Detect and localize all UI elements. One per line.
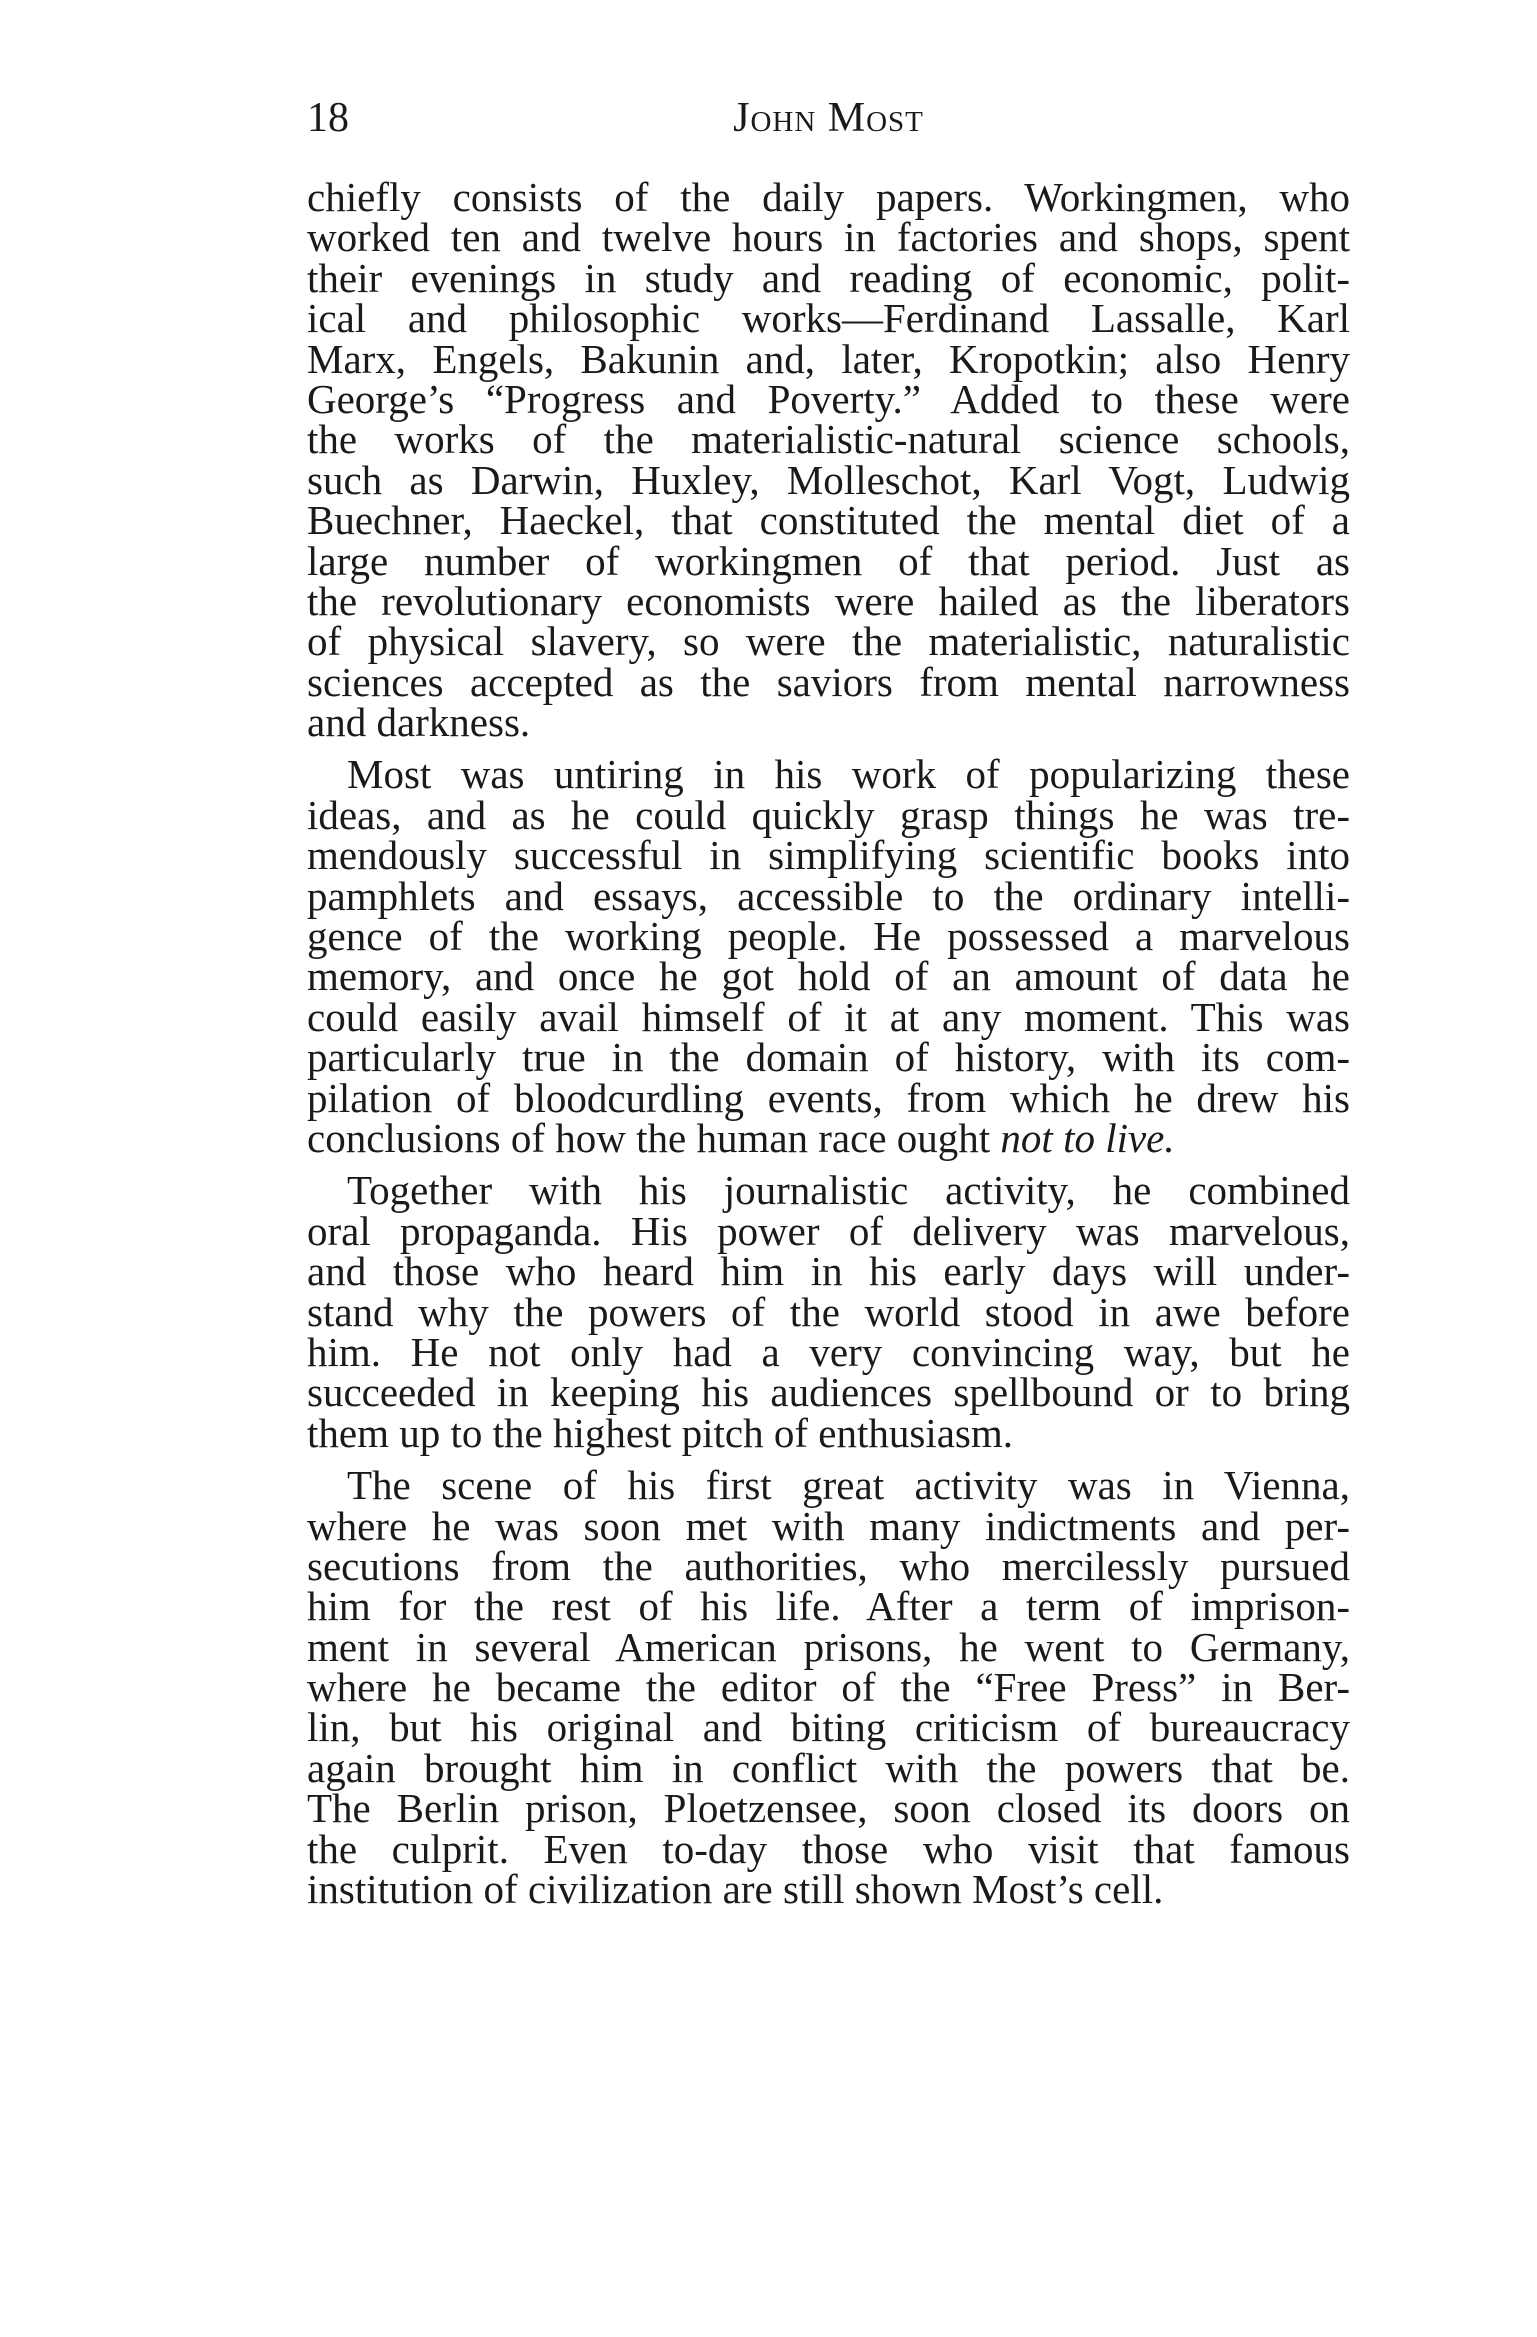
text-line: institution of civilization are still shown Most’s cell. (307, 1866, 1164, 1913)
text-line: chiefly consists of the daily papers. Workingmen, who (307, 174, 1350, 220)
text-line: succeeded in keeping his audiences spellbound or to bring (307, 1369, 1350, 1416)
text-line: Together with his journalistic activity, he combined (347, 1167, 1350, 1214)
text-line: George’s “Progress and Poverty.” Added to these were (307, 375, 1350, 422)
text-line: him. He not only had a very convincing way, but he (307, 1328, 1350, 1375)
text-line: the culprit. Even to-day those who visit that famous (307, 1825, 1350, 1872)
text-line: him for the rest of his life. After a term of imprison- (307, 1583, 1350, 1630)
text-line: worked ten and twelve hours in factories and shops, spent (307, 214, 1350, 261)
text-line: Marx, Engels, Bakunin and, later, Kropotkin; also Henry (307, 335, 1350, 382)
text-line: and those who heard him in his early days will under- (307, 1248, 1350, 1295)
paragraph-2 (307, 751, 1350, 1161)
paragraph-3 (307, 1167, 1350, 1456)
text-line: pamphlets and essays, accessible to the ordinary intelli- (307, 872, 1350, 919)
text-line: where he became the editor of the “Free Press” in Ber- (307, 1664, 1350, 1711)
text-line: sciences accepted as the saviors from mental narrowness (307, 658, 1350, 705)
text-line: and darkness. (307, 699, 531, 746)
body-text (307, 174, 1350, 1913)
running-head (307, 88, 1350, 148)
running-title: John Most (733, 95, 924, 141)
text-line: such as Darwin, Huxley, Molleschot, Karl Vogt, Ludwig (307, 456, 1350, 503)
paragraph-1 (307, 174, 1350, 746)
text-line: pilation of bloodcurdling events, from which he drew his (307, 1074, 1350, 1121)
text-line: of physical slavery, so were the materialistic, naturalistic (307, 618, 1350, 665)
page-number: 18 (307, 95, 349, 141)
text-line: The Berlin prison, Ploetzensee, soon closed its doors on (307, 1785, 1350, 1832)
text-line: oral propaganda. His power of delivery was marvelous, (307, 1207, 1350, 1254)
text-line: the revolutionary economists were hailed as the liberators (307, 577, 1350, 624)
paragraph-4 (307, 1462, 1350, 1913)
text-line: The scene of his first great activity was in Vienna, (347, 1462, 1350, 1509)
text-line: them up to the highest pitch of enthusiasm. (307, 1409, 1014, 1456)
text-line: Most was untiring in his work of popularizing these (347, 751, 1350, 798)
text-line: ment in several American prisons, he went to Germany, (307, 1623, 1350, 1670)
text-line: where he was soon met with many indictments and per- (307, 1502, 1350, 1549)
text-line: their evenings in study and reading of economic, polit- (307, 254, 1350, 301)
text-line: Buechner, Haeckel, that constituted the mental diet of a (307, 497, 1350, 544)
text-line: again brought him in conflict with the powers that be. (307, 1744, 1350, 1791)
text-line: secutions from the authorities, who mercilessly pursued (307, 1542, 1350, 1589)
text-line: ical and philosophic works—Ferdinand Lassalle, Karl (307, 295, 1350, 342)
italic-emphasis: not to live. (1000, 1114, 1175, 1161)
text-line: mendously successful in simplifying scientific books into (307, 832, 1350, 879)
text-line-roman: conclusions of how the human race ought (307, 1114, 991, 1161)
text-line: could easily avail himself of it at any moment. This was (307, 993, 1350, 1040)
text-line: memory, and once he got hold of an amount of data he (307, 953, 1350, 1000)
text-line: stand why the powers of the world stood in awe before (307, 1288, 1350, 1335)
text-line: particularly true in the domain of history, with its com- (307, 1034, 1350, 1081)
text-line: large number of workingmen of that period. Just as (307, 537, 1350, 584)
text-line: lin, but his original and biting criticism of bureaucracy (307, 1704, 1350, 1751)
text-line: the works of the materialistic-natural science schools, (307, 416, 1350, 463)
text-line: gence of the working people. He possessed a marvelous (307, 913, 1350, 960)
text-line (307, 1114, 1350, 1161)
text-line: ideas, and as he could quickly grasp things he was tre- (307, 791, 1350, 838)
